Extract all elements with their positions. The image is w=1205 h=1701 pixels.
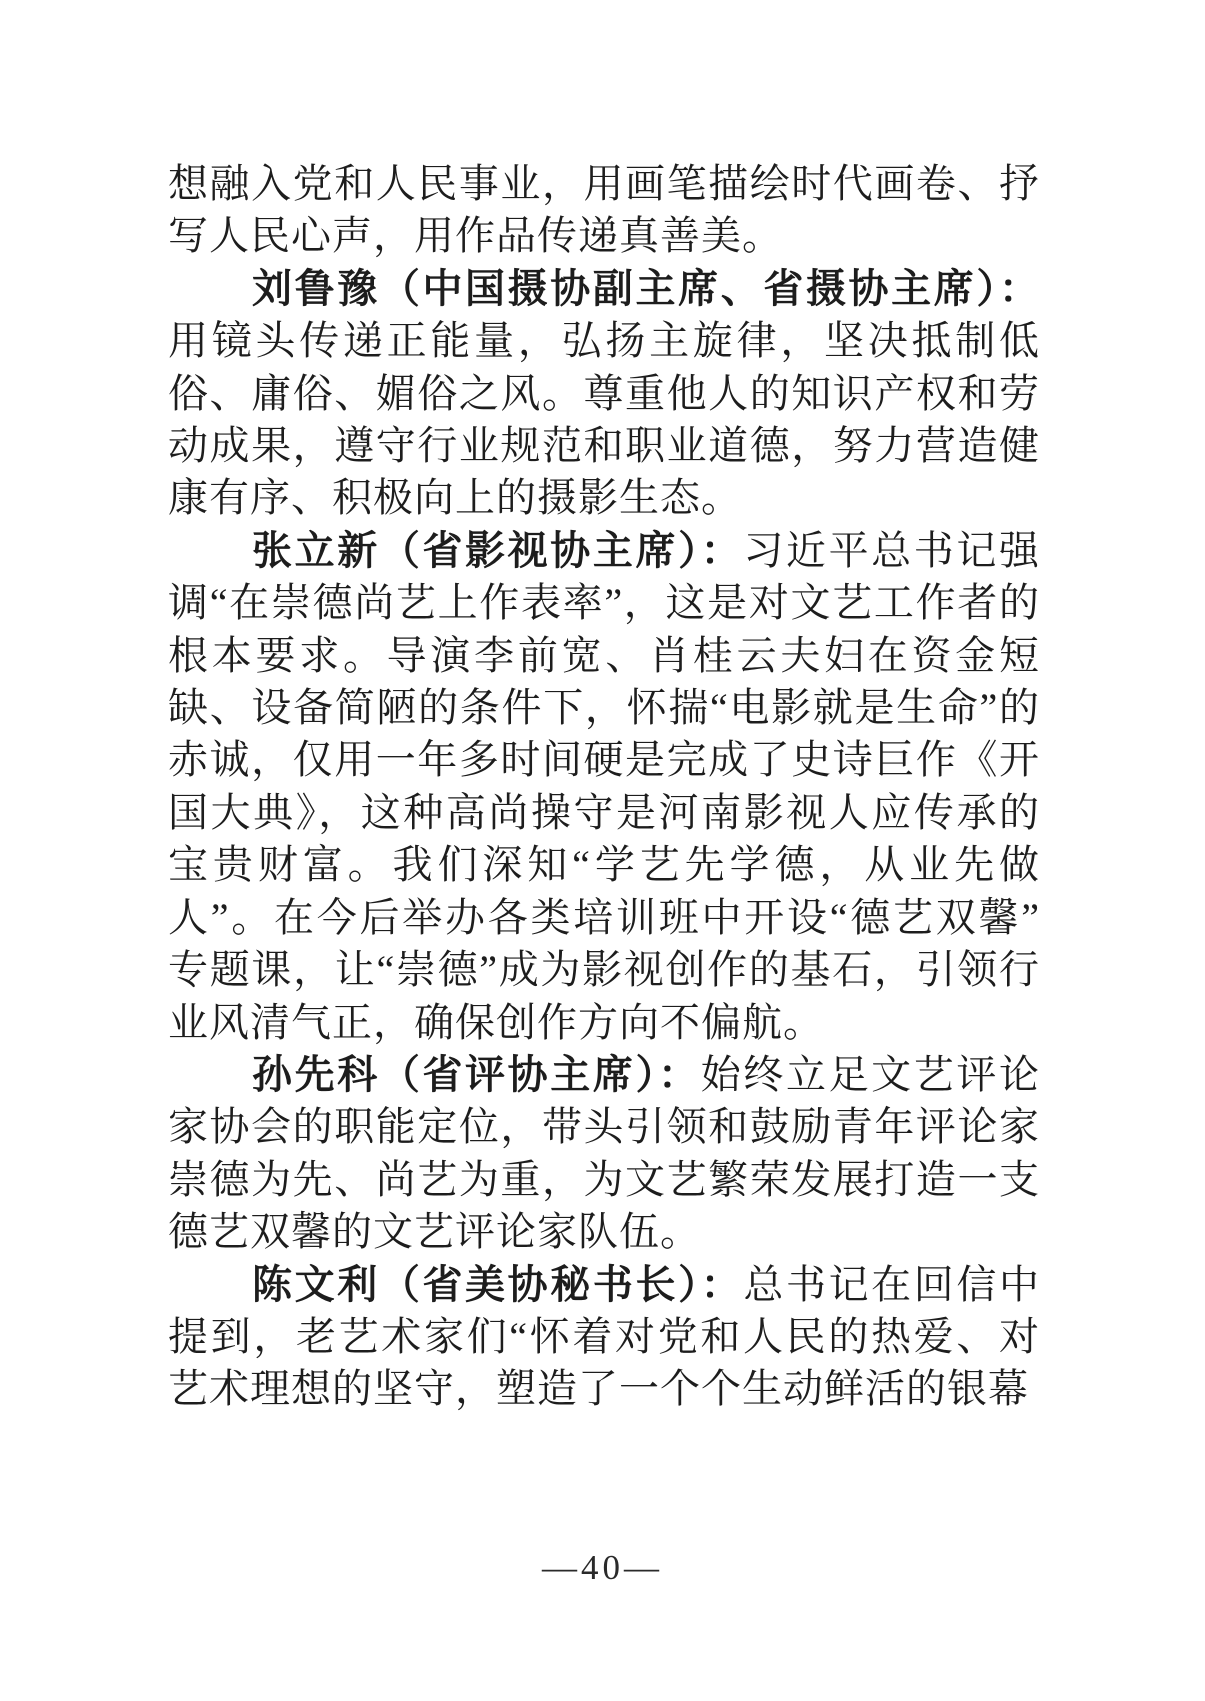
paragraph: 张立新（省影视协主席）：习近平总书记强调“在崇德尚艺上作表率”，这是对文艺工作者的根本要求。导演李前宽、肖桂云夫妇在资金短缺、设备简陋的条件下，怀揣“电影就是生命”的赤诚，仅用一年多时间硬是完成了史诗巨作《开国大典》，这种高尚操守是河南影视人应传承的宝贵财富。我们深知“学艺先学德，从业先做人”。在今后举办各类培训班中开设“德艺双馨”专题课，让“崇德”成为影视创作的基石，引领行业风清气正，确保创作方向不偏航。 <box>168 527 1041 1045</box>
paragraph: 孙先科（省评协主席）：始终立足文艺评论家协会的职能定位，带头引领和鼓励青年评论家崇德为先、尚艺为重，为文艺繁荣发展打造一支德艺双馨的文艺评论家队伍。 <box>168 1051 1041 1255</box>
paragraph: 陈文利（省美协秘书长）：总书记在回信中提到，老艺术家们“怀着对党和人民的热爱、对艺术理想的坚守，塑造了一个个生动鲜活的银幕 <box>168 1261 1041 1412</box>
speaker-label: 张立新（省影视协主席）： <box>252 527 744 573</box>
paragraph: 刘鲁豫（中国摄协副主席、省摄协主席）：用镜头传递正能量，弘扬主旋律，坚决抵制低俗、庸俗、媚俗之风。尊重他人的知识产权和劳动成果，遵守行业规范和职业道德，努力营造健康有序、积极向上的摄影生态。 <box>168 265 1040 521</box>
speaker-label: 孙先科（省评协主席）： <box>252 1051 701 1097</box>
speaker-label: 刘鲁豫（中国摄协副主席、省摄协主席）： <box>252 265 1040 311</box>
document-body <box>168 158 1040 1416</box>
page-number: —40— <box>542 1548 663 1587</box>
paragraph: 想融入党和人民事业，用画笔描绘时代画卷、抒写人民心声，用作品传递真善美。 <box>168 161 1040 259</box>
speaker-label: 陈文利（省美协秘书长）： <box>252 1261 744 1307</box>
